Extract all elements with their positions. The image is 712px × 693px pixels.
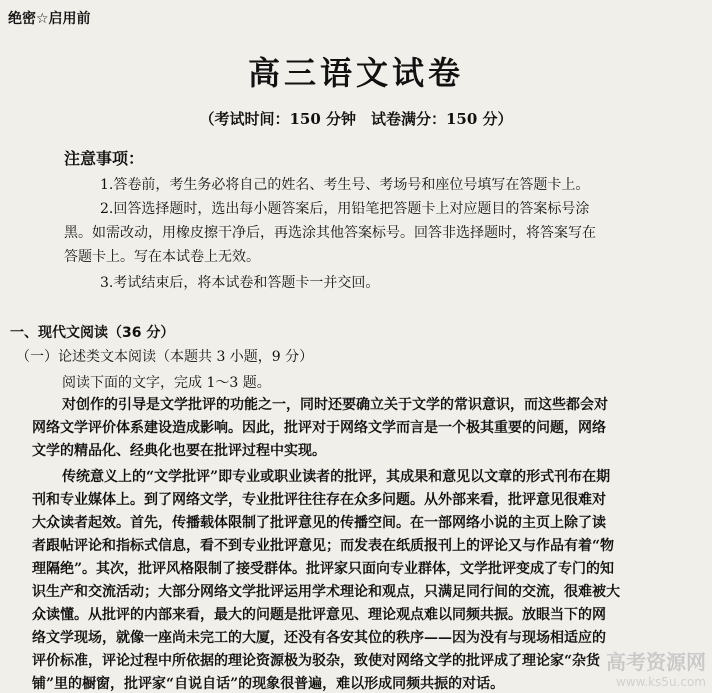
confidential-tag: 绝密☆启用前 xyxy=(8,11,91,27)
passage-line: 大众读者起效。首先，传播载体限制了批评意见的传播空间。在一部网络小说的主页上除了读 xyxy=(32,515,606,531)
passage-line: 对创作的引导是文学批评的功能之一，同时还要确立关于文学的常识意识，而这些都会对 xyxy=(62,397,608,413)
passage-line: 者跟帖评论和指标式信息，看不到专业批评意见；而发表在纸质报刊上的评论又与作品有着“物 xyxy=(32,538,615,554)
section-heading: 一、现代文阅读（36 分） xyxy=(10,325,175,341)
passage-line: 铺”里的橱窗，批评家“自说自话”的现象很普遍，难以形成同频共振的对话。 xyxy=(32,676,505,692)
notice-item: 2.回答选择题时，选出每小题答案后，用铅笔把答题卡上对应题目的答案标号涂 xyxy=(100,201,590,217)
notice-item: 1.答卷前，考生务必将自己的姓名、考生号、考场号和座位号填写在答题卡上。 xyxy=(100,177,590,193)
passage-line: 识生产和交流活动；大部分网络文学批评运用学术理论和观点，只满足同行间的交流，很难被大 xyxy=(32,584,620,600)
notice-item: 答题卡上。写在本试卷上无效。 xyxy=(64,249,260,265)
passage-line: 众读懂。从批评的内部来看，最大的问题是批评意见、理论观点难以同频共振。放眼当下的网 xyxy=(32,607,606,623)
notice-item: 3.考试结束后，将本试卷和答题卡一并交回。 xyxy=(100,275,380,291)
instruction: 阅读下面的文字，完成 1～3 题。 xyxy=(62,375,271,391)
passage-line: 网络文学评价体系建设造成影响。因此，批评对于网络文学而言是一个极其重要的问题，网络 xyxy=(32,420,606,436)
exam-info: （考试时间：150 分钟 试卷满分：150 分） xyxy=(199,110,513,128)
subsection-heading: （一）论述类文本阅读（本题共 3 小题，9 分） xyxy=(16,349,314,365)
watermark xyxy=(606,652,706,692)
passage-line: 刊和专业媒体上。到了网络文学，专业批评往往存在众多问题。从外部来看，批评意见很难对 xyxy=(32,492,606,508)
passage-line: 理隔绝”。其次，批评风格限制了接受群体。批评家只面向专业群体，文学批评变成了专门的知 xyxy=(32,561,615,577)
page-title: 高三语文试卷 xyxy=(247,54,464,92)
passage-line: 络文学现场，就像一座尚未完工的大厦，还没有各安其位的秩序——因为没有与现场相适应的 xyxy=(32,630,606,646)
watermark-url: www.ks5u.com xyxy=(615,675,706,689)
watermark-text: 高考资源网 xyxy=(606,650,706,674)
notice-item: 黑。如需改动，用橡皮擦干净后，再选涂其他答案标号。回答非选择题时，将答案写在 xyxy=(64,225,596,241)
passage-line: 评价标准，评论过程中所依据的理论资源极为驳杂，致使对网络文学的批评成了理论家“杂货 xyxy=(32,653,601,669)
notice-heading: 注意事项： xyxy=(64,149,145,168)
passage-line: 传统意义上的“文学批评”即专业或职业读者的批评，其成果和意见以文章的形式刊布在期 xyxy=(62,469,611,485)
passage-line: 文学的精品化、经典化也要在批评过程中实现。 xyxy=(32,443,326,459)
